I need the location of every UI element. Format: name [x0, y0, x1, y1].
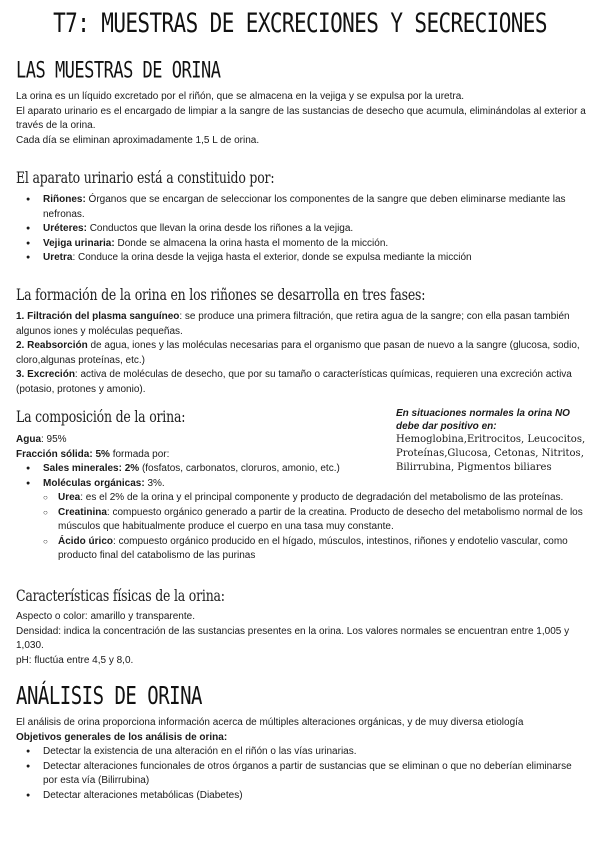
definition: (fosfatos, carbonatos, cloruros, amonio, etc.)	[139, 463, 340, 474]
definition: : 95%	[41, 434, 67, 445]
term: Urea	[58, 492, 81, 503]
term: Uretra	[43, 252, 73, 263]
term: Agua	[16, 434, 41, 445]
definition: de agua, iones y las moléculas necesarias para el organismo que pasan de nuevo a la sangre (glucosa, sodio, cloro,algunas proteínas, etc.)	[16, 340, 580, 366]
list-item	[16, 237, 586, 252]
list-item: ● Detectar alteraciones funcionales de otros órganos a partir de sustancias que se eliminan o que no deberían eliminarse por esta vía (Bilirrubina)	[16, 760, 586, 789]
paragraph: El análisis de orina proporciona información acerca de múltiples alteraciones orgánicas, y de muy diversa etiología	[16, 717, 524, 728]
section-aparato-list	[16, 193, 586, 266]
phase-item	[16, 310, 586, 339]
paragraph: Densidad: indica la concentración de las sustancias presentes en la orina. Los valores normales se encuentran entre 1,005 y 1,030.	[16, 625, 570, 651]
definition: : compuesto orgánico generado a partir de la creatina. Producto de desecho del metabolismo normal de los músculos que habitualmente produce el cuerpo en una tasa muy constante.	[58, 506, 583, 532]
section-heading-formacion: La formación de la orina en los riñones se desarrolla en tres fases:	[16, 285, 426, 304]
definition: : compuesto orgánico producido en el hígado, músculos, intestinos, riñones y endotelio vascular, como producto final del catabolismo de las purinas	[58, 535, 568, 561]
phase-item	[16, 339, 586, 368]
side-note-heading: En situaciones normales la orina NO debe dar positivo en:	[396, 408, 570, 432]
section-analisis-body	[16, 716, 586, 803]
list-item	[16, 477, 586, 492]
term: Fracción sólida: 5%	[16, 448, 110, 460]
list-item	[16, 193, 586, 222]
term: 3. Excreción	[16, 369, 75, 380]
term: Moléculas orgánicas:	[43, 477, 145, 489]
definition: formada por:	[109, 448, 170, 460]
sub-list-item	[16, 491, 586, 506]
term: 2. Reabsorción	[16, 340, 88, 351]
paragraph: pH: fluctúa entre 4,5 y 8,0.	[16, 654, 134, 666]
definition: : Conduce la orina desde la vejiga hasta el exterior, donde se expulsa mediante la micción	[72, 252, 472, 263]
list-item: ● Detectar alteraciones metabólicas (Diabetes)	[16, 789, 586, 804]
term: Uréteres:	[43, 223, 87, 234]
section-heading-composicion: La composición de la orina:	[16, 407, 186, 426]
definition: Órganos que se encargan de seleccionar los componentes de la sangre que deben eliminarse mediante las nefronas.	[43, 194, 566, 220]
term: Vejiga urinaria:	[43, 237, 115, 249]
term: Sales minerales: 2%	[43, 463, 140, 474]
list-item: ● Detectar la existencia de una alteración en el riñón o las vías urinarias.	[16, 745, 586, 760]
definition: Conductos que llevan la orina desde los riñones a la vejiga.	[86, 223, 354, 234]
definition: : es el 2% de la orina y el principal componente y producto de degradación del metabolismo de las proteínas.	[80, 492, 564, 503]
definition: : se produce una primera filtración, que retira agua de la sangre; con ella pasan también algunos iones y moléculas pequeñas.	[16, 311, 570, 337]
definition: : activa de moléculas de desecho, que por su tamaño o características químicas, requieren una excreción activa (potasio, protones y amonio).	[16, 369, 572, 395]
definition: Donde se almacena la orina hasta el momento de la micción.	[114, 237, 389, 249]
side-note	[396, 407, 596, 475]
list-item	[16, 251, 586, 266]
section-formacion-body	[16, 310, 586, 397]
section-heading-caracteristicas: Características físicas de la orina:	[16, 586, 225, 605]
section-heading-muestras: LAS MUESTRAS DE ORINA	[16, 58, 221, 84]
section-caracteristicas-body	[16, 610, 586, 668]
term: Ácido úrico	[58, 535, 114, 547]
sub-list-item	[16, 506, 586, 535]
paragraph: Aspecto o color: amarillo y transparente.	[16, 611, 195, 622]
list-item	[16, 222, 586, 237]
term: Creatinina	[58, 506, 107, 518]
page-title: T7: MUESTRAS DE EXCRECIONES Y SECRECIONES	[53, 8, 547, 38]
section-muestras-body	[16, 90, 586, 148]
paragraph: El aparato urinario es el encargado de limpiar a la sangre de las sustancias de desecho que acumula, eliminándolas al exterior a través de la orina.	[16, 105, 586, 131]
definition: 3%.	[144, 477, 165, 489]
sub-list-item	[16, 535, 586, 564]
section-heading-analisis: ANÁLISIS DE ORINA	[16, 682, 202, 711]
paragraph: Cada día se eliminan aproximadamente 1,5 L de orina.	[16, 134, 260, 146]
paragraph: La orina es un líquido excretado por el riñón, que se almacena en la vejiga y se expulsa por la uretra.	[16, 91, 465, 102]
term: Objetivos generales de los análisis de orina:	[16, 731, 228, 743]
objectives-heading	[16, 731, 586, 746]
term: Riñones:	[43, 194, 86, 205]
side-note-body: Hemoglobina,Eritrocitos, Leucocitos, Proteínas,Glucosa, Cetonas, Nitritos, Bilirrubina, Pigmentos biliares	[396, 434, 586, 473]
term: 1. Filtración del plasma sanguíneo	[16, 311, 180, 322]
section-heading-aparato: El aparato urinario está a constituido por:	[16, 168, 275, 187]
phase-item	[16, 368, 586, 397]
